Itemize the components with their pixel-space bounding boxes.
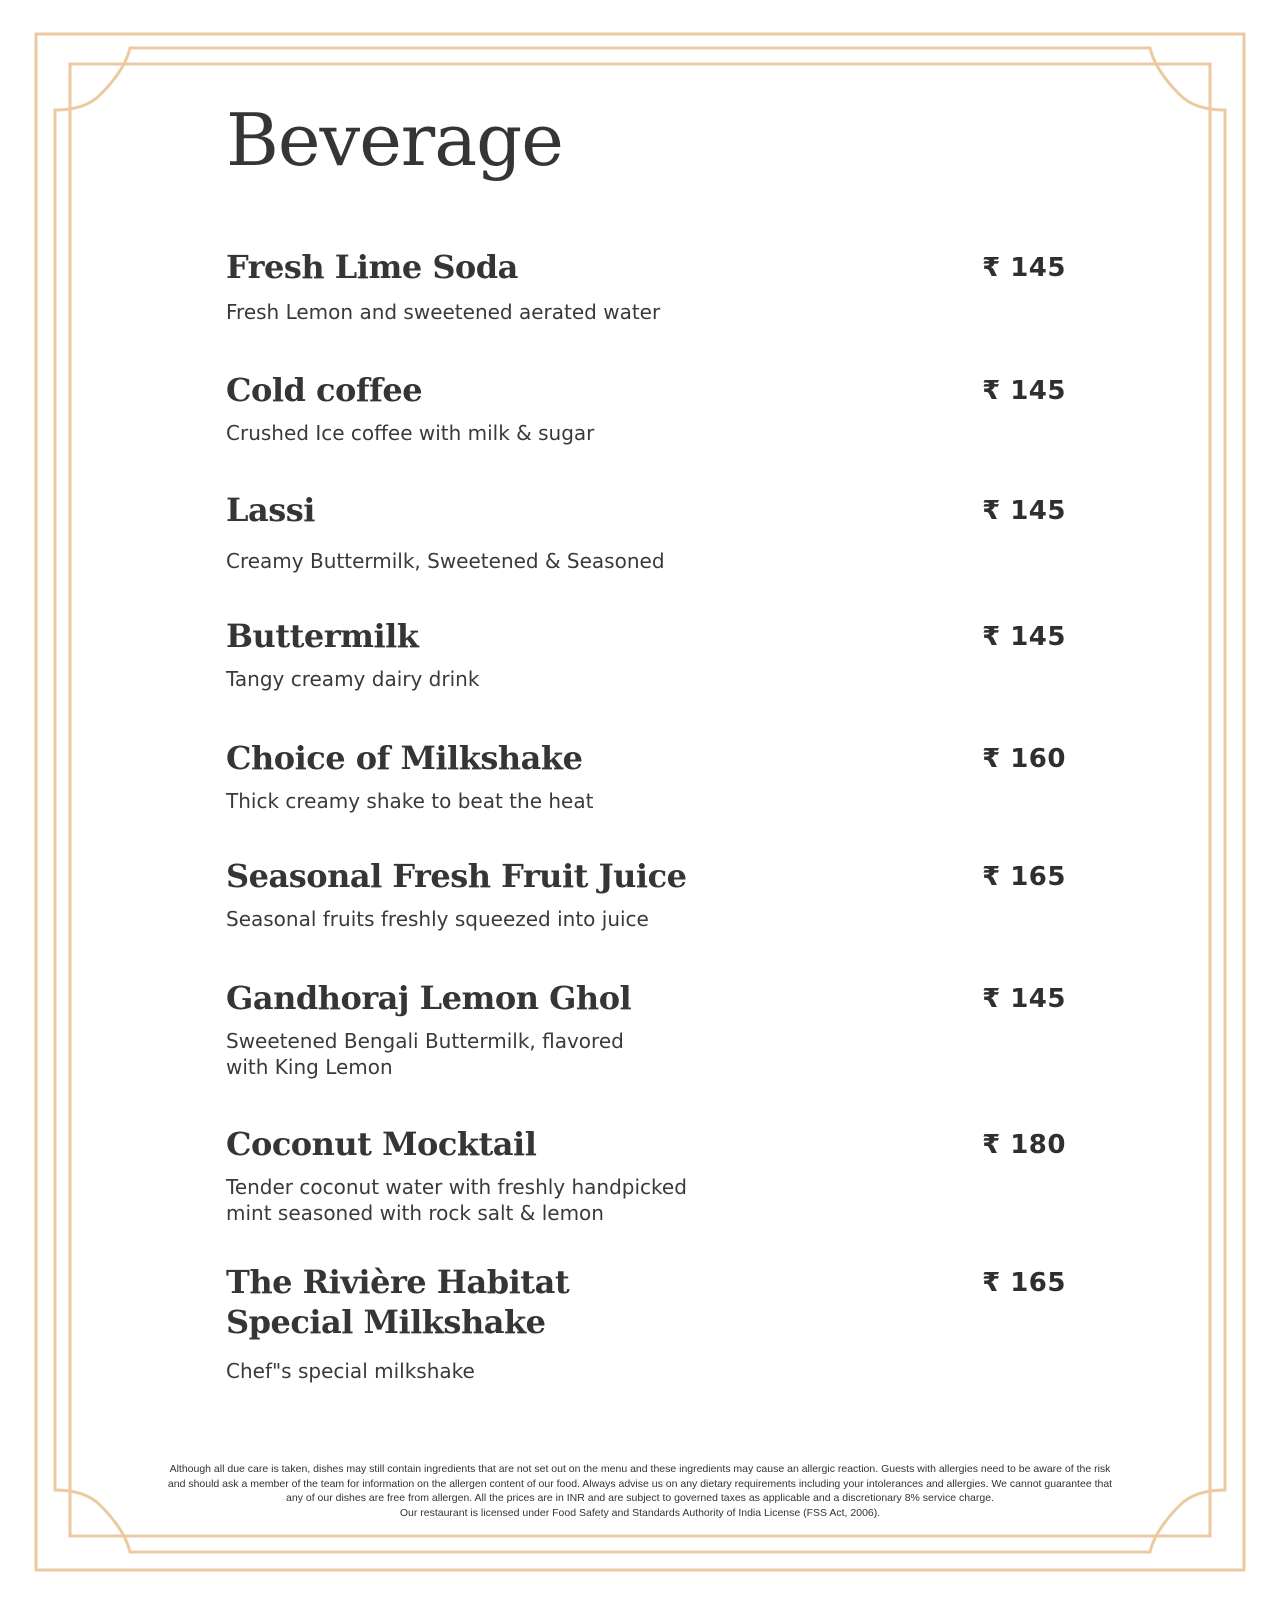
disclaimer-line: Although all due care is taken, dishes may still contain ingredients that are not set out on the menu and these ingredients may cause an allergic reaction. Guests with allergies need to be aware of the risk <box>169 1463 1111 1475</box>
corner-ornament-top-right <box>1142 48 1225 118</box>
item-name: Fresh Lime Soda <box>226 248 518 286</box>
menu-item <box>226 247 1066 325</box>
item-name: Cold coffee <box>226 371 423 409</box>
corner-ornament-bottom-right <box>1142 1482 1225 1552</box>
menu-item <box>226 490 1066 574</box>
item-price: ₹ 165 <box>982 862 1066 892</box>
item-name: Buttermilk <box>226 617 419 655</box>
disclaimer-line: any of our dishes are free from allergen. All the prices are in INR and are subject to governed taxes as applicable and a discretionary 8% service charge. <box>286 1492 994 1504</box>
item-price: ₹ 145 <box>982 376 1066 406</box>
item-price: ₹ 160 <box>982 744 1066 774</box>
menu-item <box>226 978 1066 1080</box>
menu-item <box>226 616 1066 692</box>
corner-ornament-bottom-left <box>55 1482 138 1552</box>
license-line: Our restaurant is licensed under Food Safety and Standards Authority of India License (FSS Act, 2006). <box>399 1506 881 1519</box>
disclaimer-line: and should ask a member of the team for information on the allergen content of our food. Always advise us on any dietary requirements including your intolerances and allergies. We cannot guarantee that <box>167 1477 1113 1490</box>
item-description: Tangy creamy dairy drink <box>226 667 480 691</box>
item-price: ₹ 145 <box>982 984 1066 1014</box>
item-name: Choice of Milkshake <box>226 739 583 777</box>
menu-item <box>226 370 1066 446</box>
allergen-disclaimer <box>130 1462 1150 1520</box>
item-description: Chef"s special milkshake <box>226 1359 475 1383</box>
menu-item <box>226 856 1066 932</box>
item-name: The Rivière Habitat Special Milkshake <box>226 1263 570 1341</box>
item-price: ₹ 145 <box>982 496 1066 526</box>
item-description: Seasonal fruits freshly squeezed into juice <box>226 907 649 931</box>
corner-ornament-top-left <box>55 48 138 118</box>
item-name: Lassi <box>226 491 315 529</box>
item-name: Gandhoraj Lemon Ghol <box>226 979 632 1017</box>
item-price: ₹ 165 <box>982 1268 1066 1298</box>
item-description: Tender coconut water with freshly handpicked mint seasoned with rock salt & lemon <box>226 1175 687 1225</box>
item-description: Sweetened Bengali Buttermilk, flavored with King Lemon <box>226 1029 624 1079</box>
item-description: Fresh Lemon and sweetened aerated water <box>226 300 661 324</box>
menu-item <box>226 1124 1066 1226</box>
item-description: Crushed Ice coffee with milk & sugar <box>226 421 595 445</box>
menu-item <box>226 1262 1066 1384</box>
menu-item <box>226 738 1066 814</box>
item-description: Creamy Buttermilk, Sweetened & Seasoned <box>226 549 665 573</box>
item-description: Thick creamy shake to beat the heat <box>226 789 594 813</box>
item-name: Coconut Mocktail <box>226 1125 537 1163</box>
item-name: Seasonal Fresh Fruit Juice <box>226 857 687 895</box>
item-price: ₹ 180 <box>982 1130 1066 1160</box>
item-price: ₹ 145 <box>982 253 1066 283</box>
menu-title: Beverage <box>226 98 563 182</box>
item-price: ₹ 145 <box>982 622 1066 652</box>
